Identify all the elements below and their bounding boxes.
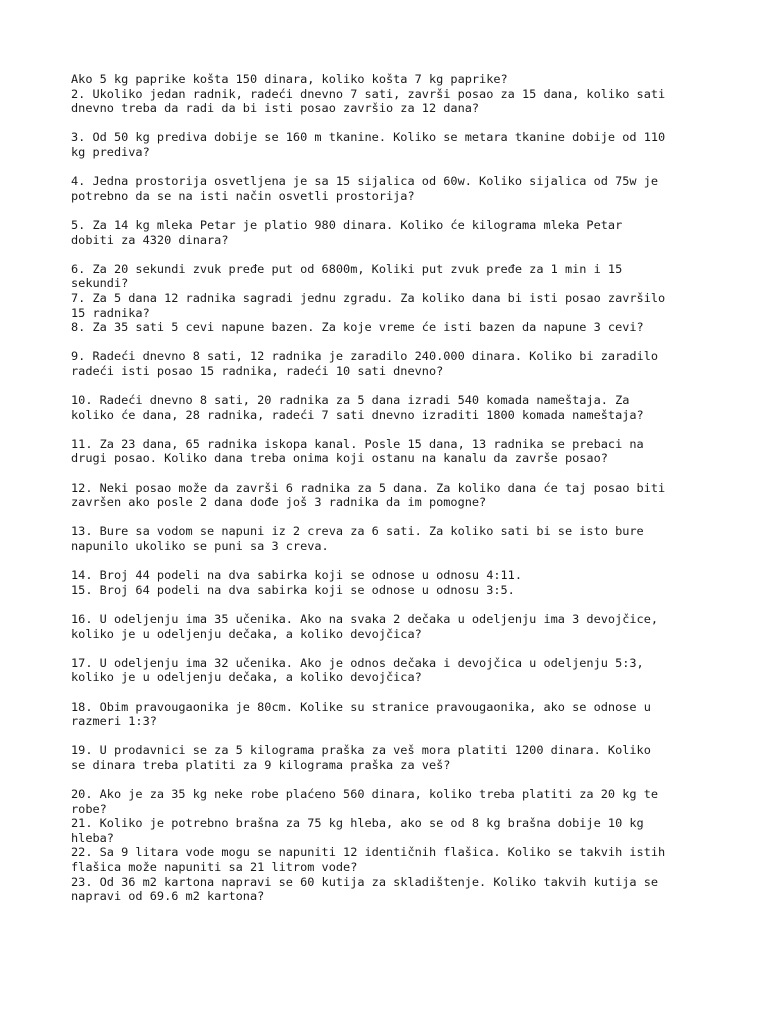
text-line: potrebno da se na isti način osvetli prostorija? <box>71 188 415 203</box>
text-line: se dinara treba platiti za 9 kilograma praška za veš? <box>71 757 451 772</box>
text-line: napravi od 69.6 m2 kartona? <box>71 889 265 904</box>
text-line: kg prediva? <box>71 144 150 159</box>
paragraph <box>71 524 711 553</box>
paragraph <box>71 656 711 685</box>
text-line: 18. Obim pravougaonika je 80cm. Kolike su stranice pravougaonika, ako se odnose u <box>71 699 651 714</box>
text-line: napunilo ukoliko se puni sa 3 creva. <box>71 539 329 553</box>
paragraph <box>71 72 711 116</box>
text-line: 8. Za 35 sati 5 cevi napune bazen. Za koje vreme će isti bazen da napune 3 cevi? <box>71 320 644 335</box>
text-line: 4. Jedna prostorija osvetljena je sa 15 sijalica od 60w. Koliko sijalica od 75w je <box>71 174 659 189</box>
text-line: 3. Od 50 kg prediva dobije se 160 m tkanine. Koliko se metara tkanine dobije od 110 <box>71 130 666 145</box>
paragraph <box>71 349 711 378</box>
text-line: 23. Od 36 m2 kartona napravi se 60 kutija za skladištenje. Koliko takvih kutija se <box>71 874 659 889</box>
paragraph <box>71 393 711 422</box>
text-line: 7. Za 5 dana 12 radnika sagradi jednu zgradu. Za koliko dana bi isti posao završilo <box>71 290 666 305</box>
text-line: flašica može napuniti sa 21 litrom vode? <box>71 860 358 875</box>
text-line: 15. Broj 64 podeli na dva sabirka koji se odnose u odnosu 3:5. <box>71 582 515 597</box>
paragraph <box>71 130 711 159</box>
text-line: 17. U odeljenju ima 32 učenika. Ako je odnos dečaka i devojčica u odeljenju 5:3, <box>71 655 644 670</box>
text-line: 16. U odeljenju ima 35 učenika. Ako na svaka 2 dečaka u odeljenju ima 3 devojčice, <box>71 611 659 626</box>
paragraph <box>71 743 711 772</box>
text-line: koliko će dana, 28 radnika, radeći 7 sati dnevno izraditi 1800 komada nameštaja? <box>71 407 644 422</box>
text-line: 19. U prodavnici se za 5 kilograma praška za veš mora platiti 1200 dinara. Koliko <box>71 743 651 758</box>
text-line: koliko je u odeljenju dečaka, a koliko devojčica? <box>71 626 422 641</box>
text-line: 21. Koliko je potrebno brašna za 75 kg hleba, ako se od 8 kg brašna dobije 10 kg <box>71 816 644 831</box>
text-line: 13. Bure sa vodom se napuni iz 2 creva za 6 sati. Za koliko sati bi se isto bure <box>71 524 644 539</box>
paragraph <box>71 700 711 729</box>
text-line: drugi posao. Koliko dana treba onima koji ostanu na kanalu da završe posao? <box>71 451 608 466</box>
text-line: 20. Ako je za 35 kg neke robe plaćeno 560 dinara, koliko treba platiti za 20 kg te <box>71 787 659 802</box>
document-body <box>71 72 711 918</box>
text-line: 11. Za 23 dana, 65 radnika iskopa kanal. Posle 15 dana, 13 radnika se prebaci na <box>71 436 644 451</box>
text-line: 5. Za 14 kg mleka Petar je platio 980 dinara. Koliko će kilograma mleka Petar <box>71 217 623 232</box>
text-line: dnevno treba da radi da bi isti posao završio za 12 dana? <box>71 101 480 116</box>
paragraph <box>71 262 711 335</box>
text-line: 15 radnika? <box>71 305 150 320</box>
text-line: 10. Radeći dnevno 8 sati, 20 radnika za 5 dana izradi 540 komada nameštaja. Za <box>71 393 630 408</box>
paragraph <box>71 437 711 466</box>
text-line: koliko je u odeljenju dečaka, a koliko devojčica? <box>71 670 422 685</box>
text-line: 22. Sa 9 litara vode mogu se napuniti 12 identičnih flašica. Koliko se takvih istih <box>71 845 666 860</box>
text-line: završen ako posle 2 dana dođe još 3 radnika da im pomogne? <box>71 495 487 510</box>
paragraph <box>71 481 711 510</box>
text-line: hleba? <box>71 830 114 845</box>
paragraph <box>71 612 711 641</box>
paragraph <box>71 568 711 597</box>
text-line: 12. Neki posao može da završi 6 radnika za 5 dana. Za koliko dana će taj posao biti <box>71 480 666 495</box>
text-line: 6. Za 20 sekundi zvuk pređe put od 6800m, Koliki put zvuk pređe za 1 min i 15 <box>71 261 623 276</box>
text-line: 9. Radeći dnevno 8 sati, 12 radnika je zaradilo 240.000 dinara. Koliko bi zaradilo <box>71 349 659 364</box>
text-line: sekundi? <box>71 276 129 291</box>
paragraph <box>71 174 711 203</box>
text-line: 2. Ukoliko jedan radnik, radeći dnevno 7 sati, završi posao za 15 dana, koliko sati <box>71 86 666 101</box>
text-line: robe? <box>71 801 107 816</box>
text-line: 14. Broj 44 podeli na dva sabirka koji se odnose u odnosu 4:11. <box>71 568 523 583</box>
text-line: dobiti za 4320 dinara? <box>71 232 229 247</box>
text-line: razmeri 1:3? <box>71 714 157 729</box>
text-line: radeći isti posao 15 radnika, radeći 10 sati dnevno? <box>71 363 444 378</box>
paragraph <box>71 218 711 247</box>
text-line: Ako 5 kg paprike košta 150 dinara, koliko košta 7 kg paprike? <box>71 72 508 86</box>
paragraph <box>71 787 711 904</box>
